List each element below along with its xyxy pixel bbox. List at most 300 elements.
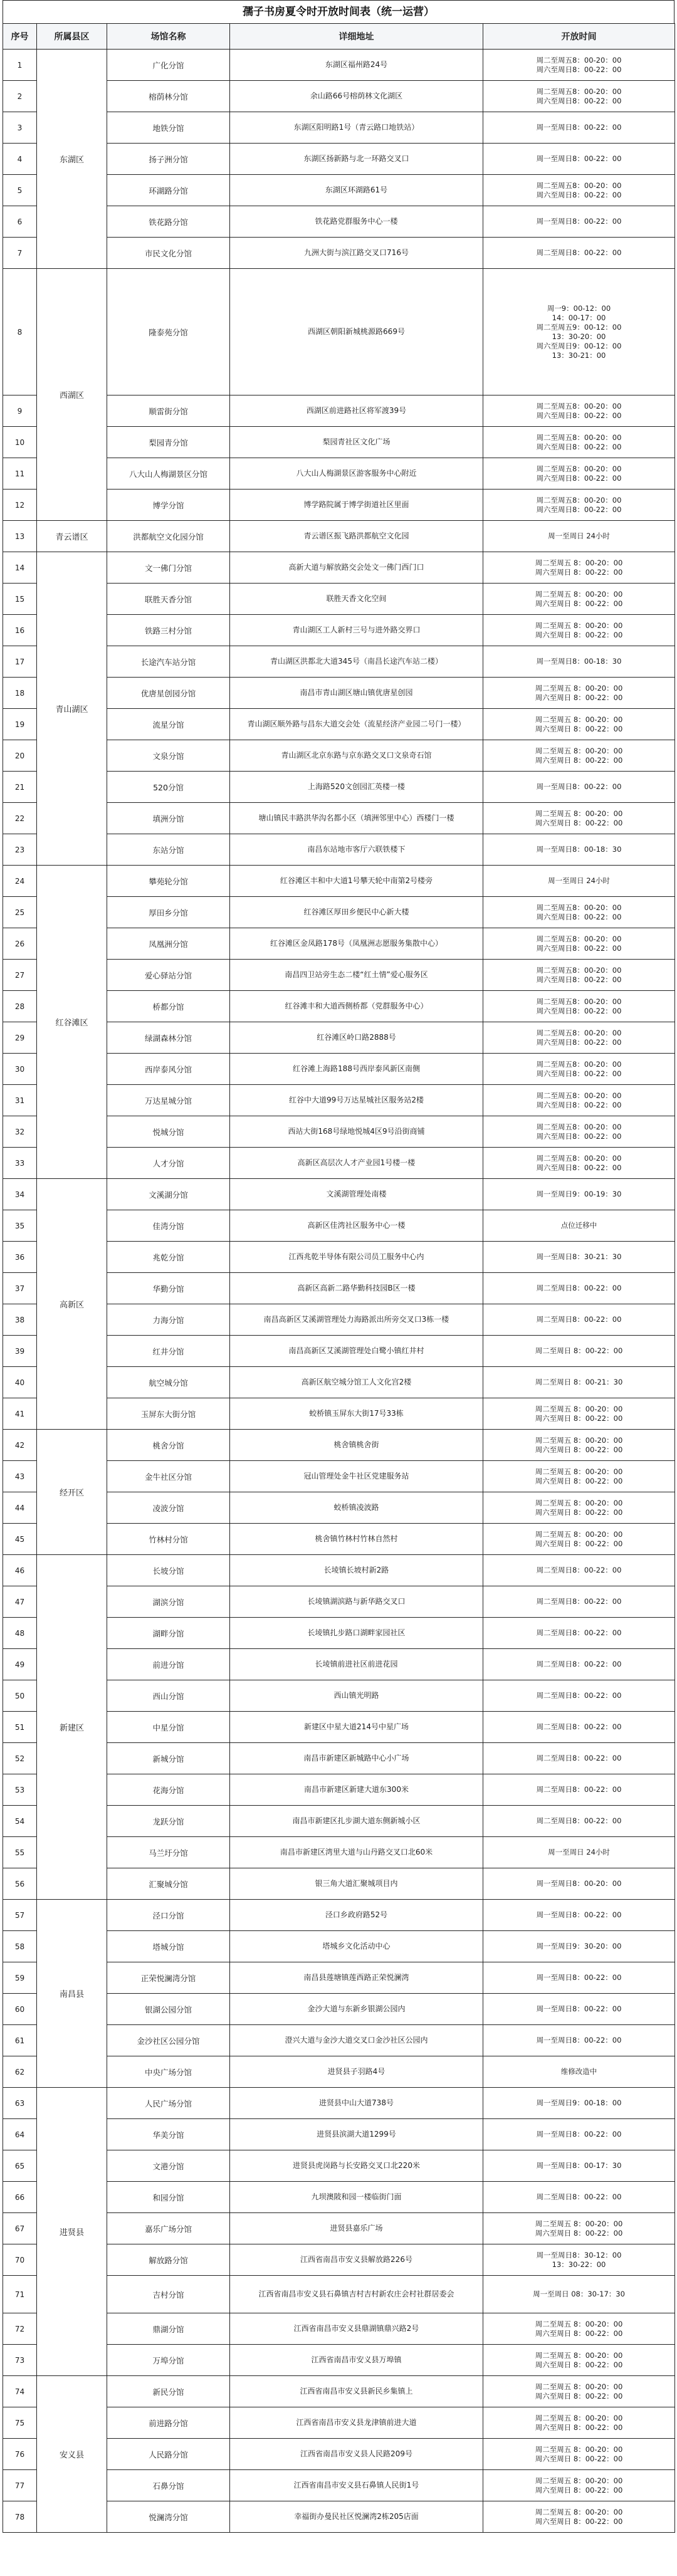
opening-hours: 周二至周五 8：00-20：00 周六至周日 8：00-22：00	[483, 2313, 675, 2345]
venue-address: 泾口乡政府路52号	[230, 1900, 483, 1931]
venue-name: 中星分馆	[107, 1712, 230, 1743]
row-number: 35	[3, 1210, 37, 1242]
venue-address: 江西省南昌市安义县人民路209号	[230, 2439, 483, 2470]
opening-hours: 周二至周五 8：00-20：00 周六至周日 8：00-22：00	[483, 678, 675, 709]
venue-name: 悦城分馆	[107, 1116, 230, 1148]
row-number: 7	[3, 238, 37, 269]
row-number: 63	[3, 2088, 37, 2119]
venue-name: 文港分馆	[107, 2150, 230, 2182]
venue-address: 高新区高层次人才产业园1号楼一楼	[230, 1148, 483, 1179]
venue-name: 解放路分馆	[107, 2244, 230, 2276]
venue-address: 西山镇光明路	[230, 1680, 483, 1712]
opening-hours: 周一至周日9：30-20：00	[483, 1931, 675, 1962]
opening-hours: 周二至周五 8：00-20：00 周六至周日 8：00-22：00	[483, 2345, 675, 2376]
venue-name: 华勤分馆	[107, 1273, 230, 1304]
venue-name: 绿湖森林分馆	[107, 1022, 230, 1054]
opening-hours: 周二至周五 8：00-20：00 周六至周日 8：00-22：00	[483, 1492, 675, 1524]
header-address: 详细地址	[230, 24, 483, 50]
venue-address: 东湖区扬新路与北一环路交叉口	[230, 144, 483, 175]
row-number: 58	[3, 1931, 37, 1962]
venue-address: 上海路520文创园汇英楼一楼	[230, 772, 483, 803]
row-number: 66	[3, 2182, 37, 2213]
row-number: 60	[3, 1994, 37, 2025]
venue-name: 前进分馆	[107, 1649, 230, 1680]
opening-hours: 周二至周五8：00-20：00 周六至周日8：00-22：00	[483, 427, 675, 458]
venue-name: 长途汽车站分馆	[107, 646, 230, 678]
venue-address: 红谷中大道99号万达星城社区服务站2楼	[230, 1085, 483, 1116]
table-row	[3, 866, 675, 897]
venue-name: 正荣悦澜湾分馆	[107, 1962, 230, 1994]
row-number: 25	[3, 897, 37, 928]
row-number: 48	[3, 1618, 37, 1649]
venue-name: 西岸泰风分馆	[107, 1054, 230, 1085]
venue-name: 桥都分馆	[107, 991, 230, 1022]
row-number: 4	[3, 144, 37, 175]
venue-name: 广化分馆	[107, 50, 230, 81]
opening-hours: 周一至周日9：00-18：00	[483, 2088, 675, 2119]
venue-address: 东湖区阳明路1号（青云路口地铁站）	[230, 112, 483, 144]
row-number: 3	[3, 112, 37, 144]
venue-name: 地铁分馆	[107, 112, 230, 144]
row-number: 43	[3, 1461, 37, 1492]
opening-hours: 周二至周五8：00-20：00 周六至周日8：00-22：00	[483, 1022, 675, 1054]
venue-address: 江西省南昌市安义县石鼻镇吉村吉村新农庄会村社群居委会	[230, 2276, 483, 2313]
opening-hours: 周二至周五8：00-20：00 周六至周日8：00-22：00	[483, 50, 675, 81]
row-number: 15	[3, 584, 37, 615]
opening-hours: 周二至周五 8：00-20：00 周六至周日 8：00-22：00	[483, 615, 675, 646]
venue-address: 红谷滩区厚田乡便民中心新大楼	[230, 897, 483, 928]
venue-name: 新民分馆	[107, 2376, 230, 2407]
venue-address: 南昌市新建区新建大道东300米	[230, 1774, 483, 1806]
venue-address: 青山湖区顺外路与昌东大道交会处（流星经济产业园二号门一楼）	[230, 709, 483, 740]
district-cell: 进贤县	[37, 2088, 107, 2376]
opening-hours: 周二至周五 8：00-20：00 周六至周日 8：00-22：00	[483, 2407, 675, 2439]
row-number: 37	[3, 1273, 37, 1304]
row-number: 9	[3, 395, 37, 427]
venue-name: 华美分馆	[107, 2119, 230, 2150]
row-number: 24	[3, 866, 37, 897]
venue-name: 榕荫林分馆	[107, 81, 230, 112]
venue-name: 泾口分馆	[107, 1900, 230, 1931]
venue-name: 优唐星创园分馆	[107, 678, 230, 709]
opening-hours: 周二至周五8：00-20：00 周六至周日8：00-22：00	[483, 1148, 675, 1179]
venue-address: 南昌四卫站旁生态二楼“红土情”爱心服务区	[230, 960, 483, 991]
opening-hours: 周二至周日8：00-22：00	[483, 1618, 675, 1649]
venue-name: 凌波分馆	[107, 1492, 230, 1524]
table-row	[3, 1900, 675, 1931]
opening-hours: 周二至周日8：00-22：00	[483, 1304, 675, 1336]
venue-name: 嘉乐广场分馆	[107, 2213, 230, 2244]
venue-address: 青山湖区工人新村三号与进外路交界口	[230, 615, 483, 646]
row-number: 75	[3, 2407, 37, 2439]
venue-address: 蛟桥镇玉屏东大街17号33栋	[230, 1398, 483, 1430]
venue-name: 红井分馆	[107, 1336, 230, 1367]
venue-name: 顺雷街分馆	[107, 395, 230, 427]
row-number: 59	[3, 1962, 37, 1994]
venue-name: 金沙社区公园分馆	[107, 2025, 230, 2056]
opening-hours: 周二至周日 8：00-21：30	[483, 1367, 675, 1398]
district-cell: 安义县	[37, 2376, 107, 2533]
venue-address: 西湖区前进路社区将军渡39号	[230, 395, 483, 427]
opening-hours: 周二至周五 8：00-20：00 周六至周日 8：00-22：00	[483, 584, 675, 615]
venue-name: 汇聚城分馆	[107, 1868, 230, 1900]
opening-hours: 周二至周五8：00-20：00 周六至周日8：00-22：00	[483, 81, 675, 112]
venue-address: 南昌市新建区扎步湖大道东侧新城小区	[230, 1806, 483, 1837]
district-cell: 经开区	[37, 1430, 107, 1555]
opening-hours: 周二至周日 8：00-22：00	[483, 1336, 675, 1367]
opening-hours: 周二至周五 8：00-20：00 周六至周日 8：00-22：00	[483, 1398, 675, 1430]
venue-name: 竹林村分馆	[107, 1524, 230, 1555]
venue-address: 红谷滩区金凤路178号（凤凰洲志愿服务集散中心）	[230, 928, 483, 960]
opening-hours: 周二至周五 8：00-20：00 周六至周日 8：00-22：00	[483, 2470, 675, 2501]
opening-hours: 周二至周五8：00-20：00 周六至周日8：00-22：00	[483, 490, 675, 521]
venue-address: 桃舍镇竹林村竹林自然村	[230, 1524, 483, 1555]
header-district: 所属县区	[37, 24, 107, 50]
row-number: 8	[3, 269, 37, 395]
opening-hours: 周一至周日8：30-12：00 13：30-22：00	[483, 2244, 675, 2276]
venue-name: 长坡分馆	[107, 1555, 230, 1586]
venue-address: 桃舍镇桃舍街	[230, 1430, 483, 1461]
opening-hours: 周二至周五 8：00-20：00 周六至周日 8：00-22：00	[483, 552, 675, 584]
row-number: 6	[3, 206, 37, 238]
opening-hours: 周二至周五8：00-20：00 周六至周日8：00-22：00	[483, 395, 675, 427]
opening-hours: 周二至周日8：00-22：00	[483, 1712, 675, 1743]
opening-hours: 周一至周日 08：30-17：30	[483, 2276, 675, 2313]
opening-hours: 周一至周日8：00-22：00	[483, 1962, 675, 1994]
table-row	[3, 269, 675, 395]
opening-hours: 周二至周五8：00-20：00 周六至周日8：00-22：00	[483, 175, 675, 206]
venue-name: 梨园青分馆	[107, 427, 230, 458]
row-number: 41	[3, 1398, 37, 1430]
venue-address: 进贤县滨湖大道1299号	[230, 2119, 483, 2150]
opening-hours: 周二至周日8：00-22：00	[483, 1680, 675, 1712]
opening-hours: 周二至周五 8：00-20：00 周六至周日 8：00-22：00	[483, 1524, 675, 1555]
opening-hours: 周二至周五8：00-20：00 周六至周日8：00-22：00	[483, 897, 675, 928]
row-number: 67	[3, 2213, 37, 2244]
opening-hours: 周二至周日8：00-22：00	[483, 1555, 675, 1586]
venue-address: 高新大道与解放路交会处文一佛门西门口	[230, 552, 483, 584]
venue-name: 新城分馆	[107, 1743, 230, 1774]
opening-hours: 周二至周五8：00-20：00 周六至周日8：00-22：00	[483, 1116, 675, 1148]
opening-hours: 周二至周五 8：00-20：00 周六至周日 8：00-22：00	[483, 2439, 675, 2470]
venue-address: 进贤县子羽路4号	[230, 2056, 483, 2088]
venue-address: 塘山镇民丰路洪华沟名都小区（填洲邻里中心）西楼门一楼	[230, 803, 483, 834]
row-number: 71	[3, 2276, 37, 2313]
venue-address: 江西省南昌市安义县万埠镇	[230, 2345, 483, 2376]
row-number: 70	[3, 2244, 37, 2276]
row-number: 40	[3, 1367, 37, 1398]
row-number: 73	[3, 2345, 37, 2376]
venue-name: 金牛社区分馆	[107, 1461, 230, 1492]
venue-name: 万达星城分馆	[107, 1085, 230, 1116]
venue-name: 石鼻分馆	[107, 2470, 230, 2501]
venue-address: 高新区航空城分馆工人文化宫2楼	[230, 1367, 483, 1398]
opening-hours: 周二至周五8：00-20：00 周六至周日8：00-22：00	[483, 960, 675, 991]
table-row	[3, 1179, 675, 1210]
district-cell: 青山湖区	[37, 552, 107, 866]
venue-address: 余山路66号榕荫林文化湖区	[230, 81, 483, 112]
row-number: 17	[3, 646, 37, 678]
row-number: 2	[3, 81, 37, 112]
row-number: 42	[3, 1430, 37, 1461]
row-number: 77	[3, 2470, 37, 2501]
venue-name: 凤凰洲分馆	[107, 928, 230, 960]
venue-name: 博学分馆	[107, 490, 230, 521]
venue-address: 银三角大道汇聚城项目内	[230, 1868, 483, 1900]
table-row	[3, 521, 675, 552]
row-number: 44	[3, 1492, 37, 1524]
row-number: 1	[3, 50, 37, 81]
row-number: 50	[3, 1680, 37, 1712]
venue-address: 长堎镇长坡村新2路	[230, 1555, 483, 1586]
venue-name: 悦澜湾分馆	[107, 2501, 230, 2533]
venue-address: 幸福街办曼民社区悦澜湾2栋205店面	[230, 2501, 483, 2533]
opening-hours: 周二至周五 8：00-20：00 周六至周日 8：00-22：00	[483, 2376, 675, 2407]
opening-hours: 周一至周日8：00-20：00	[483, 1868, 675, 1900]
venue-address: 金沙大道与东新乡银湖公园内	[230, 1994, 483, 2025]
table-row	[3, 2376, 675, 2407]
venue-address: 进贤县嘉乐广场	[230, 2213, 483, 2244]
venue-name: 洪都航空文化园分馆	[107, 521, 230, 552]
row-number: 29	[3, 1022, 37, 1054]
venue-address: 青山湖区洪都北大道345号（南昌长途汽车站二楼）	[230, 646, 483, 678]
district-cell: 西湖区	[37, 269, 107, 521]
venue-name: 环湖路分馆	[107, 175, 230, 206]
opening-hours: 点位迁移中	[483, 1210, 675, 1242]
venue-address: 江西省南昌市安义县鼎湖镇鼎兴路2号	[230, 2313, 483, 2345]
row-number: 30	[3, 1054, 37, 1085]
venue-address: 铁花路党群服务中心一楼	[230, 206, 483, 238]
venue-address: 进贤县中山大道738号	[230, 2088, 483, 2119]
row-number: 10	[3, 427, 37, 458]
venue-address: 九洲大街与滨江路交叉口716号	[230, 238, 483, 269]
venue-name: 玉屏东大街分馆	[107, 1398, 230, 1430]
venue-name: 520分馆	[107, 772, 230, 803]
row-number: 38	[3, 1304, 37, 1336]
venue-address: 江西兆乾半导体有限公司员工服务中心内	[230, 1242, 483, 1273]
row-number: 23	[3, 834, 37, 866]
row-number: 54	[3, 1806, 37, 1837]
row-number: 76	[3, 2439, 37, 2470]
row-number: 13	[3, 521, 37, 552]
venue-address: 南昌市青山湖区塘山镇优唐星创园	[230, 678, 483, 709]
venue-name: 兆乾分馆	[107, 1242, 230, 1273]
row-number: 56	[3, 1868, 37, 1900]
venue-name: 流星分馆	[107, 709, 230, 740]
venue-name: 中央广场分馆	[107, 2056, 230, 2088]
row-number: 12	[3, 490, 37, 521]
venue-address: 梨园青社区文化广场	[230, 427, 483, 458]
opening-hours: 周一至周日8：00-18：30	[483, 834, 675, 866]
venue-address: 南昌县莲塘镇莲西路正荣悦澜湾	[230, 1962, 483, 1994]
opening-hours: 周一至周日8：00-22：00	[483, 206, 675, 238]
opening-hours: 周一至周日8：30-21：30	[483, 1242, 675, 1273]
venue-name: 万埠分馆	[107, 2345, 230, 2376]
opening-hours: 周二至周五 8：00-20：00 周六至周日 8：00-22：00	[483, 740, 675, 772]
opening-hours: 周二至周日8：00-22：00	[483, 238, 675, 269]
row-number: 72	[3, 2313, 37, 2345]
opening-hours: 周一至周日9：00-19：30	[483, 1179, 675, 1210]
row-number: 62	[3, 2056, 37, 2088]
venue-address: 长堎镇前进社区前进花园	[230, 1649, 483, 1680]
venue-address: 长堎镇扎步路口湖畔家园社区	[230, 1618, 483, 1649]
venue-address: 东湖区环湖路61号	[230, 175, 483, 206]
venue-address: 西湖区朝阳新城桃源路669号	[230, 269, 483, 395]
venue-name: 填洲分馆	[107, 803, 230, 834]
venue-address: 澄兴大道与金沙大道交叉口金沙社区公园内	[230, 2025, 483, 2056]
opening-hours: 周一至周日8：00-22：00	[483, 2119, 675, 2150]
header-hours: 开放时间	[483, 24, 675, 50]
row-number: 32	[3, 1116, 37, 1148]
venue-address: 南昌高新区艾溪湖管理处力海路派出所旁交叉口3栋一楼	[230, 1304, 483, 1336]
row-number: 26	[3, 928, 37, 960]
opening-hours: 周二至周五8：00-20：00 周六至周日8：00-22：00	[483, 458, 675, 490]
row-number: 39	[3, 1336, 37, 1367]
opening-hours: 周二至周日8：00-22：00	[483, 1649, 675, 1680]
venue-address: 博学路院属于博学街道社区里面	[230, 490, 483, 521]
venue-name: 前进路分馆	[107, 2407, 230, 2439]
opening-hours: 周二至周五 8：00-20：00 周六至周日 8：00-22：00	[483, 1461, 675, 1492]
district-cell: 南昌县	[37, 1900, 107, 2088]
venue-name: 文溪湖分馆	[107, 1179, 230, 1210]
row-number: 46	[3, 1555, 37, 1586]
venue-name: 厚田乡分馆	[107, 897, 230, 928]
opening-hours: 周二至周五8：00-20：00 周六至周日8：00-22：00	[483, 928, 675, 960]
row-number: 22	[3, 803, 37, 834]
table-header-row	[3, 24, 675, 50]
venue-name: 市民文化分馆	[107, 238, 230, 269]
venue-name: 银湖公园分馆	[107, 1994, 230, 2025]
venue-name: 爱心驿站分馆	[107, 960, 230, 991]
venue-address: 进贤县虎岗路与长安路交叉口北220米	[230, 2150, 483, 2182]
row-number: 5	[3, 175, 37, 206]
row-number: 65	[3, 2150, 37, 2182]
opening-hours: 周二至周五 8：00-20：00 周六至周日 8：00-22：00	[483, 2213, 675, 2244]
venue-address: 江西省南昌市安义县新民乡集镇上	[230, 2376, 483, 2407]
row-number: 27	[3, 960, 37, 991]
opening-hours: 周一至周日8：00-22：00	[483, 144, 675, 175]
venue-address: 长堎镇湖滨路与新华路交叉口	[230, 1586, 483, 1618]
venue-name: 花海分馆	[107, 1774, 230, 1806]
row-number: 64	[3, 2119, 37, 2150]
venue-address: 九坝澳陂和园一楼临街门面	[230, 2182, 483, 2213]
venue-address: 江西省南昌市安义县解放路226号	[230, 2244, 483, 2276]
table-row	[3, 2088, 675, 2119]
row-number: 14	[3, 552, 37, 584]
venue-address: 青山湖区北京东路与京东路交叉口文泉奇石馆	[230, 740, 483, 772]
venue-name: 佳湾分馆	[107, 1210, 230, 1242]
venue-name: 鼎湖分馆	[107, 2313, 230, 2345]
venue-name: 东站分馆	[107, 834, 230, 866]
venue-address: 新建区中星大道214号中星广场	[230, 1712, 483, 1743]
row-number: 31	[3, 1085, 37, 1116]
opening-hours: 周二至周日8：00-22：00	[483, 1774, 675, 1806]
venue-name: 龙跃分馆	[107, 1806, 230, 1837]
opening-hours: 周一至周日8：00-22：00	[483, 2025, 675, 2056]
venue-name: 扬子洲分馆	[107, 144, 230, 175]
row-number: 51	[3, 1712, 37, 1743]
venue-address: 南昌东站地市客厅六联铁楼下	[230, 834, 483, 866]
venue-name: 航空城分馆	[107, 1367, 230, 1398]
venue-address: 蛟桥镇凌波路	[230, 1492, 483, 1524]
district-cell: 红谷滩区	[37, 866, 107, 1179]
district-cell: 东湖区	[37, 50, 107, 269]
venue-address: 红谷滩区岭口路2888号	[230, 1022, 483, 1054]
venue-name: 桃舍分馆	[107, 1430, 230, 1461]
venue-address: 高新区佳湾社区服务中心一楼	[230, 1210, 483, 1242]
venue-address: 八大山人梅湖景区游客服务中心附近	[230, 458, 483, 490]
opening-hours: 周一至周日 24小时	[483, 1837, 675, 1868]
venue-address: 南昌市新建区湾里大道与山丹路交叉口北60米	[230, 1837, 483, 1868]
row-number: 53	[3, 1774, 37, 1806]
opening-hours: 周二至周五 8：00-20：00 周六至周日 8：00-22：00	[483, 803, 675, 834]
venue-address: 东湖区福州路24号	[230, 50, 483, 81]
row-number: 61	[3, 2025, 37, 2056]
row-number: 47	[3, 1586, 37, 1618]
row-number: 52	[3, 1743, 37, 1774]
venue-address: 联胜天香文化空间	[230, 584, 483, 615]
opening-hours: 周二至周五8：00-20：00 周六至周日8：00-22：00	[483, 1085, 675, 1116]
venue-address: 南昌高新区艾溪湖管理处白鹭小镇红井村	[230, 1336, 483, 1367]
venue-name: 隆泰苑分馆	[107, 269, 230, 395]
district-cell: 高新区	[37, 1179, 107, 1430]
row-number: 16	[3, 615, 37, 646]
header-venue: 场馆名称	[107, 24, 230, 50]
venue-address: 高新区高新二路华勤科技园B区一楼	[230, 1273, 483, 1304]
opening-hours: 周一至周日 24小时	[483, 521, 675, 552]
venue-name: 湖滨分馆	[107, 1586, 230, 1618]
opening-hours: 周二至周日8：00-22：00	[483, 2182, 675, 2213]
opening-hours: 周一至周日8：00-22：00	[483, 1900, 675, 1931]
opening-hours: 周二至周五8：00-20：00 周六至周日8：00-22：00	[483, 991, 675, 1022]
venue-address: 文溪湖管理处南楼	[230, 1179, 483, 1210]
venue-name: 人民路分馆	[107, 2439, 230, 2470]
opening-hours: 周二至周五 8：00-20：00 周六至周日 8：00-22：00	[483, 2501, 675, 2533]
opening-hours: 周一至周日8：00-22：00	[483, 1994, 675, 2025]
venue-address: 红谷滩丰和大道西侧桥都（党群服务中心）	[230, 991, 483, 1022]
venue-address: 冠山管理处金牛社区党建服务站	[230, 1461, 483, 1492]
opening-hours: 周二至周五8：00-20：00 周六至周日8：00-22：00	[483, 1054, 675, 1085]
row-number: 11	[3, 458, 37, 490]
venue-address: 西站大街168号绿地悦城4区9号沿街商铺	[230, 1116, 483, 1148]
table-row	[3, 50, 675, 81]
opening-hours: 周一9：00-12：00 14：00-17：00 周二至周五9：00-12：00 13：30-20：00 周六至周日9：00-12：00 13：30-21：00	[483, 269, 675, 395]
opening-hours: 周一至周日 24小时	[483, 866, 675, 897]
venue-name: 铁花路分馆	[107, 206, 230, 238]
opening-hours: 周一至周日8：00-17：30	[483, 2150, 675, 2182]
row-number: 78	[3, 2501, 37, 2533]
venue-name: 人才分馆	[107, 1148, 230, 1179]
opening-hours: 周二至周日8：00-22：00	[483, 1806, 675, 1837]
venue-name: 塔城分馆	[107, 1931, 230, 1962]
venue-name: 人民广场分馆	[107, 2088, 230, 2119]
row-number: 33	[3, 1148, 37, 1179]
venue-address: 红谷滩上海路188号西岸泰风新区南侧	[230, 1054, 483, 1085]
venue-name: 和园分馆	[107, 2182, 230, 2213]
table-row	[3, 1555, 675, 1586]
opening-hours: 周二至周五 8：00-20：00 周六至周日 8：00-22：00	[483, 1430, 675, 1461]
venue-name: 马兰圩分馆	[107, 1837, 230, 1868]
row-number: 57	[3, 1900, 37, 1931]
opening-hours: 周一至周日8：00-22：00	[483, 772, 675, 803]
venue-address: 青云谱区振飞路洪都航空文化园	[230, 521, 483, 552]
row-number: 28	[3, 991, 37, 1022]
row-number: 19	[3, 709, 37, 740]
opening-hours: 周二至周日8：00-22：00	[483, 1743, 675, 1774]
venue-name: 西山分馆	[107, 1680, 230, 1712]
venue-address: 红谷滩区丰和中大道1号攀天轮中南第2号楼旁	[230, 866, 483, 897]
venue-address: 江西省南昌市安义县石鼻镇人民街1号	[230, 2470, 483, 2501]
